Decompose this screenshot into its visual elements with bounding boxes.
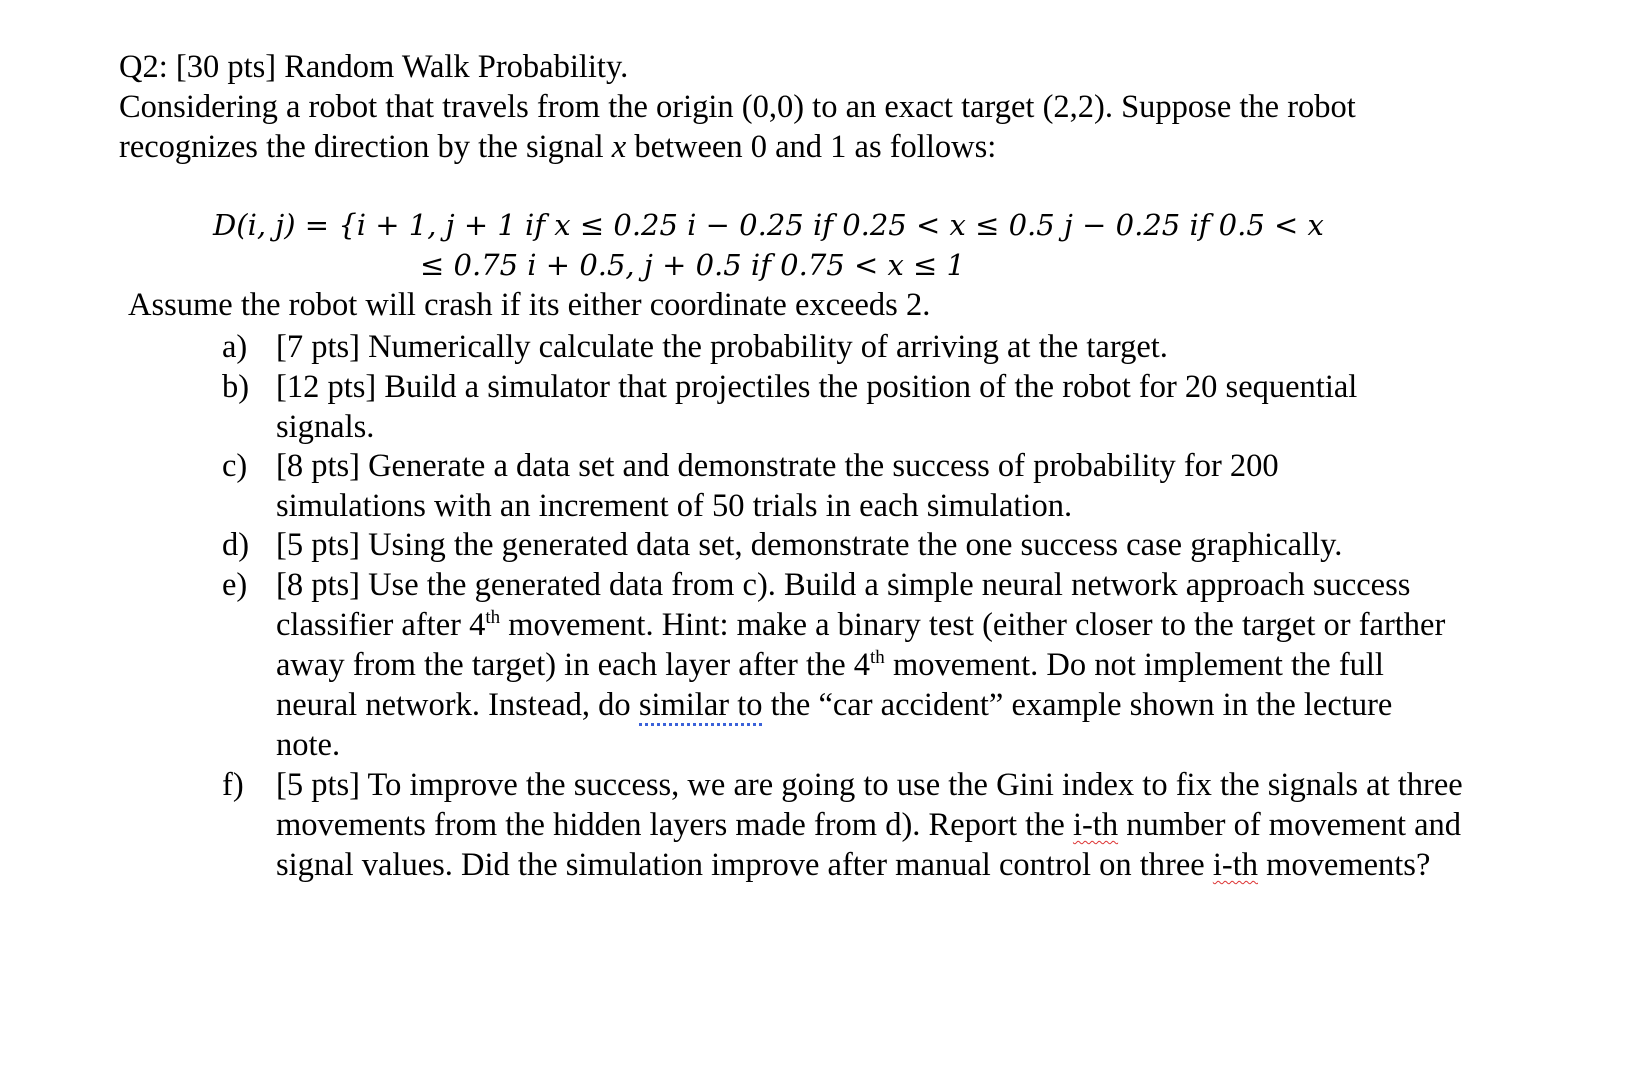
item-text: [7 pts] Numerically calculate the probability of arriving at the target. <box>276 329 1168 365</box>
intro-line-1: Considering a robot that travels from the origin (0,0) to an exact target (2,2). Suppose the robot <box>119 89 1356 125</box>
intro-text: between 0 and 1 as follows: <box>626 129 997 165</box>
item-text <box>276 565 1451 765</box>
superscript: th <box>485 607 501 629</box>
item-label: d) <box>222 527 250 563</box>
item-label: e) <box>222 567 248 603</box>
text: [8 pts] Use the generated data from c). Build a simple neural network approach success classifier after 4 <box>276 567 1411 643</box>
assumption: Assume the robot will crash if its either coordinate exceeds 2. <box>128 287 931 323</box>
item-label: a) <box>222 329 248 365</box>
question-title: Q2: [30 pts] Random Walk Probability. <box>119 49 629 85</box>
text: movement. Do not implement the full neural network. Instead, do <box>276 647 1384 723</box>
formula-line-2: ≤ 0.75 i + 0.5, j + 0.5 if 0.75 < x ≤ 1 <box>420 248 966 282</box>
item-text: [8 pts] Generate a data set and demonstrate the success of probability for 200 simulations with an increment of 50 trials in each simulation. <box>276 448 1279 524</box>
text: movement. Hint: make a binary test (either closer to the target or farther away from the target) in each layer after the 4 <box>276 607 1446 683</box>
item-label: c) <box>222 448 248 484</box>
text: the “car accident” example shown in the lecture note. <box>276 687 1393 763</box>
spelling-underline[interactable]: i-th <box>1212 847 1258 883</box>
signal-variable: x <box>611 129 627 165</box>
item-text: [12 pts] Build a simulator that projectiles the position of the robot for 20 sequential signals. <box>276 369 1358 445</box>
item-text: [5 pts] Using the generated data set, demonstrate the one success case graphically. <box>276 527 1343 563</box>
intro-text: recognizes the direction by the signal <box>119 129 612 165</box>
text: number of movement and signal values. Did the simulation improve after manual control on three <box>276 807 1462 883</box>
item-label: f) <box>222 767 244 803</box>
superscript: th <box>870 647 885 669</box>
text: [5 pts] To improve the success, we are going to use the Gini index to fix the signals at three movements from the hidden layers made from d). Report the <box>276 767 1463 843</box>
spelling-underline[interactable]: i-th <box>1072 807 1119 843</box>
formula-line-1: D(i, j) = {i + 1, j + 1 if x ≤ 0.25 i − 0.25 if 0.25 < x ≤ 0.5 j − 0.25 if 0.5 < x <box>213 208 1324 242</box>
text: movements? <box>1257 847 1431 883</box>
item-text <box>276 765 1476 885</box>
item-label: b) <box>222 369 250 405</box>
intro-line-2 <box>119 127 996 167</box>
grammar-underline[interactable]: similar to <box>639 687 763 726</box>
